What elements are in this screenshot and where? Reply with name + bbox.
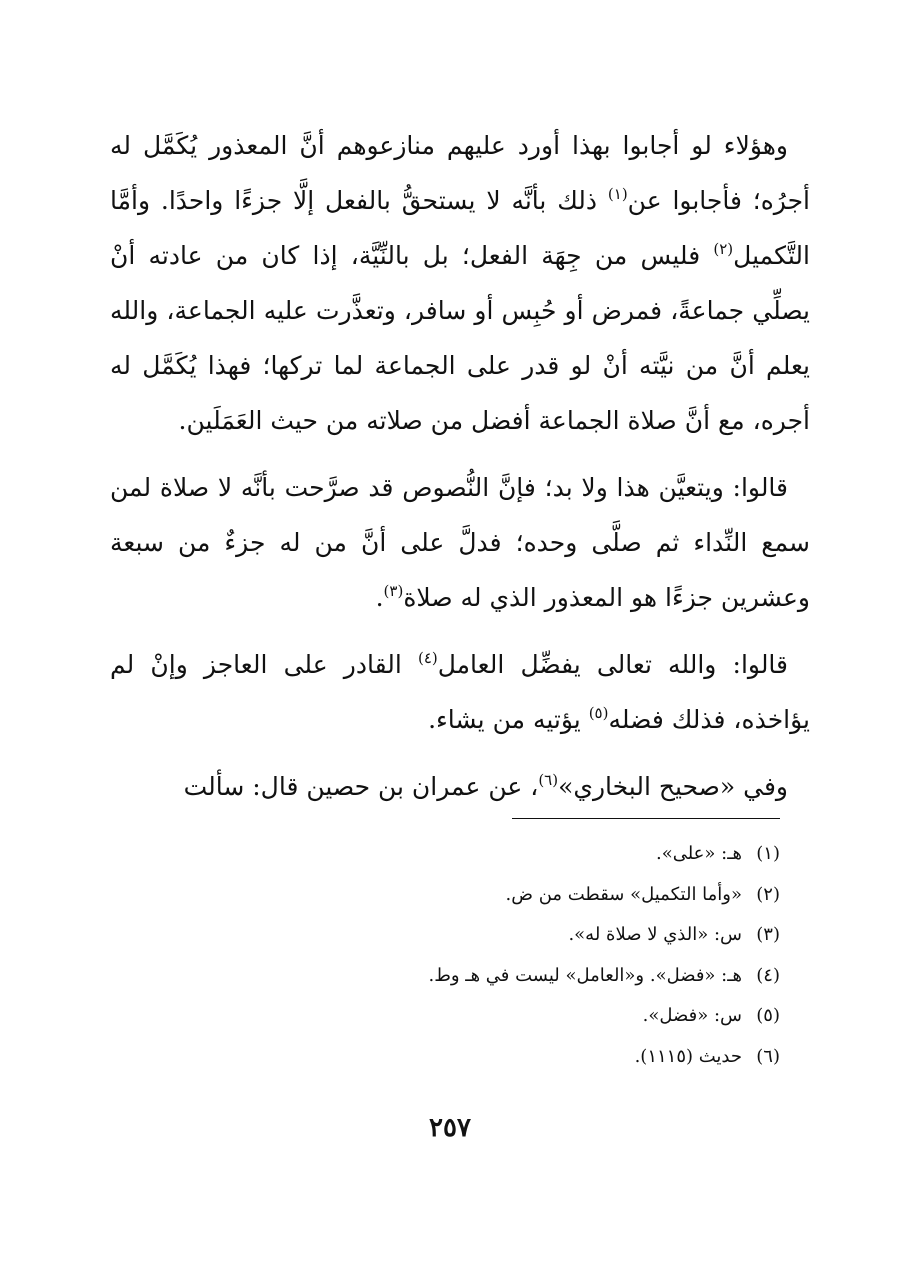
text-segment: ، عن عمران بن حصين قال: سألت (183, 772, 539, 801)
footnote-text: س: «فضل». (642, 1005, 742, 1026)
footnotes-list (220, 834, 780, 1077)
footnote-reference: (٥) (588, 704, 609, 722)
text-segment: وهؤلاء لو أجابوا بهذا أورد عليهم منازعوهم أنَّ المعذور يُكَمَّل له أجرُه؛ فأجابوا عن (110, 131, 810, 215)
paragraph (110, 460, 810, 625)
footnote-item (220, 996, 780, 1037)
footnote-text: س: «الذي لا صلاة له». (568, 924, 742, 945)
paragraph (110, 118, 810, 448)
footnote-item (220, 875, 780, 916)
footnote-item (220, 956, 780, 997)
footnote-reference: (١) (607, 185, 628, 203)
footnote-reference: (٢) (713, 240, 734, 258)
footnote-number: (٦) (756, 1045, 780, 1067)
footnote-item (220, 915, 780, 956)
footnote-reference: (٤) (417, 649, 438, 667)
text-segment: القادر على العاجز وإنْ لم يؤاخذه، فذلك فضله (110, 650, 810, 734)
page-number: ٢٥٧ (429, 1113, 471, 1143)
footnote-text: هـ: «على». (655, 843, 742, 864)
footnote-text: هـ: «فضل». و«العامل» ليست في هـ وط. (428, 964, 742, 986)
footnote-separator (512, 818, 780, 819)
text-segment: قالوا: ويتعيَّن هذا ولا بد؛ فإنَّ النُّصوص قد صرَّحت بأنَّه لا صلاة لمن سمع النِّداء ثم صلَّى وحده؛ فدلَّ على أنَّ من له جزءٌ من سبعة وعشرين جزءًا هو المعذور الذي له صلاة (110, 473, 810, 612)
footnote-number: (٥) (756, 1005, 780, 1026)
footnote-number: (١) (756, 843, 780, 864)
footnote-item (220, 1037, 780, 1078)
footnote-number: (٢) (756, 883, 780, 905)
footnote-text: «وأما التكميل» سقطت من ض. (505, 883, 742, 905)
paragraph (110, 637, 810, 747)
text-segment: فليس من جِهَة الفعل؛ بل بالنِّيَّة، إذا كان من عادته أنْ يصلِّي جماعةً، فمرض أو حُبِس أو سافر، وتعذَّرت عليه الجماعة، والله يعلم أنَّ من نيَّته أنْ لو قدر على الجماعة لما تركها؛ فهذا يُكَمَّل له أجره، مع أنَّ صلاة الجماعة أفضل من صلاته من حيث العَمَلَين. (110, 241, 810, 435)
text-segment: ذلك بأنَّه لا يستحقُّ بالفعل إلَّا جزءًا واحدًا. وأمَّا التَّكميل (110, 186, 810, 270)
text-segment: قالوا: والله تعالى يفضِّل العامل (437, 650, 788, 679)
footnote-reference: (٦) (538, 771, 559, 789)
text-segment: وفي «صحيح البخاري» (558, 772, 788, 801)
footnote-text: حديث (١١١٥). (634, 1045, 742, 1067)
text-segment: يؤتيه من يشاء. (428, 705, 589, 734)
footnote-item (220, 834, 780, 875)
text-segment: . (375, 583, 384, 612)
footnote-number: (٣) (756, 924, 780, 945)
footnote-reference: (٣) (383, 582, 404, 600)
paragraph (110, 759, 810, 814)
main-text (110, 118, 810, 826)
footnote-number: (٤) (756, 964, 780, 986)
